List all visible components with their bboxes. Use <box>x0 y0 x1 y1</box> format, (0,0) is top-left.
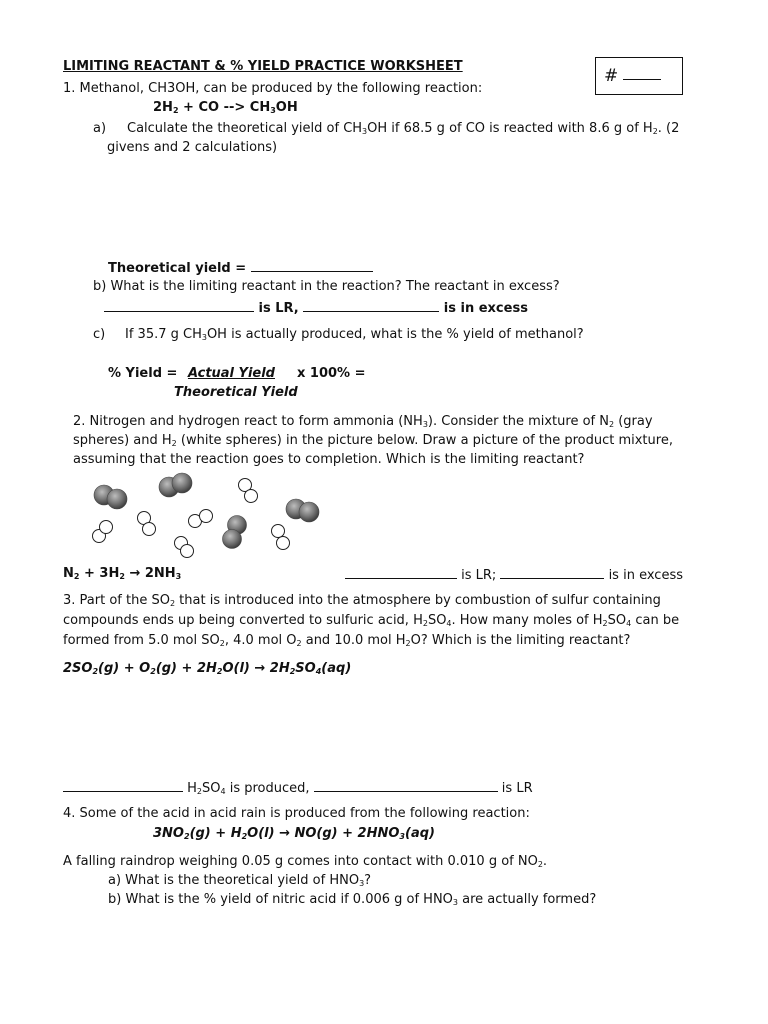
q2-line3: assuming that the reaction goes to completion. Which is the limiting reactant? <box>73 452 585 467</box>
q3-line1: 3. Part of the $SO_2$ that is introduced into the atmosphere by combustion of sulfur containing <box>63 593 661 608</box>
q1-yield-formula: % Yield = Actual Yield x 100% = <box>108 366 366 381</box>
h2-molecule <box>189 510 213 528</box>
q4-equation: $3NO_2(g) + H_2O(l) \to NO(g) + 2HNO_3(aq)$ <box>153 826 435 841</box>
molecule-mixture-picture <box>85 463 345 563</box>
q1-equation: $2H_2$ + CO --> $CH_3OH$ <box>153 100 298 115</box>
q3-answer: $H_2SO_4$ is produced, is LR <box>63 778 533 797</box>
q3-lr-blank[interactable] <box>314 778 498 792</box>
number-blank[interactable] <box>623 79 661 80</box>
number-sign: # <box>604 66 619 86</box>
q2-excess-blank[interactable] <box>500 565 604 579</box>
actual-yield: Actual Yield <box>187 366 275 381</box>
q4-line1: A falling raindrop weighing 0.05 g comes into contact with 0.010 g of $NO_2$. <box>63 854 548 869</box>
theoretical-yield-denominator: Theoretical Yield <box>174 385 298 400</box>
q1b-lr-blank[interactable] <box>104 298 254 312</box>
n2-molecule <box>159 473 192 497</box>
q1a-label: a) <box>93 121 107 136</box>
q4b-text: b) What is the % yield of nitric acid if 0.006 g of $HNO_3$ are actually formed? <box>108 892 597 907</box>
h2-molecule <box>239 479 258 503</box>
h2-molecule <box>175 537 194 558</box>
q1a-text: Calculate the theoretical yield of $CH_3OH$ if 68.5 g of CO is reacted with 8.6 g of $H_2$. (2 <box>127 121 680 136</box>
q1b-text: b) What is the limiting reactant in the reaction? The reactant in excess? <box>93 279 560 294</box>
n2-molecule <box>286 499 319 522</box>
q4a-text: a) What is the theoretical yield of $HNO_3$? <box>108 873 372 888</box>
q3-equation: $2SO_2(g) + O_2(g) + 2H_2O(l) \to 2H_2SO_4(aq)$ <box>63 661 352 676</box>
q1-theoretical-yield-blank[interactable] <box>251 258 373 272</box>
q1c-text: If 35.7 g $CH_3OH$ is actually produced, what is the % yield of methanol? <box>125 327 584 342</box>
worksheet-title: LIMITING REACTANT & % YIELD PRACTICE WORKSHEET <box>63 59 463 74</box>
q2-line2: spheres) and $H_2$ (white spheres) in the picture below. Draw a picture of the product mixture, <box>73 433 673 448</box>
q1b-excess-blank[interactable] <box>303 298 439 312</box>
q2-answer: is LR; is in excess <box>345 565 683 584</box>
q2-line1: 2. Nitrogen and hydrogen react to form ammonia $(NH_3)$. Consider the mixture of $N_2$ (gray <box>73 414 653 429</box>
number-box[interactable] <box>595 57 683 95</box>
q1-theoretical-yield: Theoretical yield = <box>108 258 373 277</box>
q1a-text-cont: givens and 2 calculations) <box>107 140 278 155</box>
h2-molecule <box>93 521 113 543</box>
q1b-answer: is LR, is in excess <box>104 298 528 317</box>
q1c-label: c) <box>93 327 106 342</box>
h2-molecule <box>138 512 156 536</box>
q3-line3: formed from 5.0 mol $SO_2$, 4.0 mol $O_2$ and 10.0 mol $H_2O$? Which is the limiting reactant? <box>63 633 631 648</box>
n2-molecule <box>223 516 247 549</box>
q2-lr-blank[interactable] <box>345 565 457 579</box>
q3-moles-blank[interactable] <box>63 778 183 792</box>
h2-molecule <box>272 525 290 550</box>
q4-intro: 4. Some of the acid in acid rain is produced from the following reaction: <box>63 806 530 821</box>
n2-molecule <box>94 485 127 509</box>
q1-intro: 1. Methanol, CH3OH, can be produced by the following reaction: <box>63 81 483 96</box>
q2-equation: $N_2 + 3H_2 \to 2NH_3$ <box>63 566 182 581</box>
q3-line2: compounds ends up being converted to sulfuric acid, $H_2SO_4$. How many moles of $H_2SO_4$ can be <box>63 613 680 628</box>
